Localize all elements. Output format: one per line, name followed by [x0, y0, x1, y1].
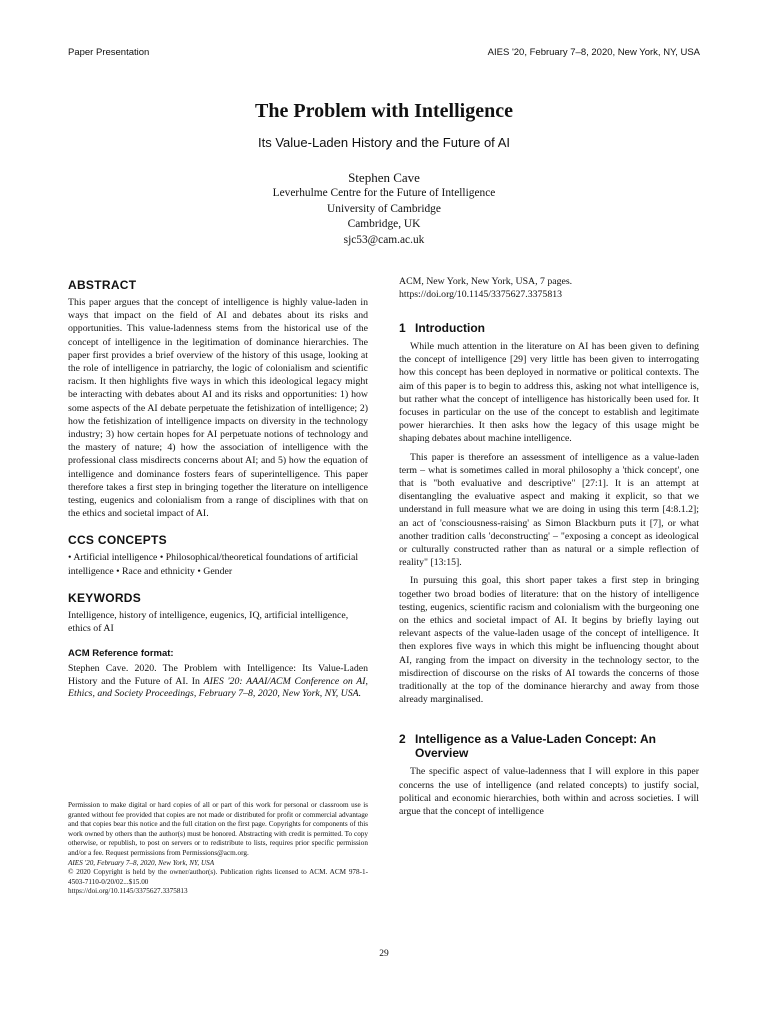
keywords-text: Intelligence, history of intelligence, eugenics, IQ, artificial intelligence, ethics of AI [68, 609, 349, 635]
running-header-left: Paper Presentation [68, 47, 150, 58]
section-1-paragraph-1: While much attention in the literature on AI has been given to defining the concept of intelligence [29] very little has been given to interrogating how this concept has been deployed in normative or political contexts. The aim of this paper is to begin to address this, asking not what intelligence is, but rather what the concept of intelligence has historically been used for. It focuses in particular on the use of the concept to establish and legitimate power hierarchies. It then asks how the legacy of this usage might be shaping debates about machine intelligence. [399, 341, 699, 445]
author-name: Stephen Cave [348, 170, 420, 185]
acm-reference-continued [399, 276, 699, 301]
permission-copyright: © 2020 Copyright is held by the owner/author(s). Publication rights licensed to ACM. ACM 978-1-4503-7110-0/20/02...$15.00 [68, 868, 368, 886]
keywords-heading: KEYWORDS [68, 590, 142, 605]
abstract-heading: ABSTRACT [68, 278, 137, 292]
section-1-title: Introduction [415, 321, 485, 335]
permission-conference: AIES '20, February 7–8, 2020, New York, NY, USA [68, 858, 215, 867]
section-1-paragraph-3: In pursuing this goal, this short paper takes a first step in bringing together two broad bodies of literature: that on the history of intelligence testing, eugenics, scientific racism and colonialism with the burgeoning one on the ethics and societal impact of AI. It begins by briefly laying out relevant aspects of the value-laden usage of the concept of intelligence. It then explores five ways in which this might be influencing thought about AI, ranging from the impact on diversity in the technology sector, to the misdirection of discourse on the risks of AI towards the concerns of those traditionally at the top of the dominance hierarchy and away from those already marginalised. [399, 575, 699, 706]
abstract-text: This paper argues that the concept of intelligence is highly value-laden in ways that impact on the field of AI and debates about its risks and opportunities. This value-ladenness stems from the historical use of the concept of intelligence in the legitimation of dominance hierarchies. The paper first provides a brief overview of the history of this usage, looking at the role of intelligence in patriarchy, the logic of colonialism and scientific racism. It then highlights five ways in which this ideological legacy might be interacting with debates about AI and its risks and opportunities: 1) how some aspects of the AI debate perpetuate the fetishization of intelligence; 2) how the fetishization of intelligence impacts on diversity in the technology industry; 3) how certain hopes for AI perpetuate notions of technology and the mastery of nature; 4) how the association of intelligence with the professional class misdirects concerns about AI; and 5) how the equation of intelligence and dominance fosters fears of superintelligence. This paper therefore takes a first step in bringing together the literature on intelligence testing, eugenics and colonialism from a range of disciplines with that on the ethics and societal impact of AI. [68, 297, 368, 520]
section-1-paragraph-2: This paper is therefore an assessment of intelligence as a value-laden term – what is sometimes called in moral philosophy a 'thick concept', one that is "both evaluative and descriptive" [27:1]. It is an attempt at disentangling the evaluative aspect and making it explicit, so that we understand in full measure what we are doing in using this term [4:8.1.2]; an act of 'consciousness-raising' as Simon Blackburn puts it [7], or what another tradition calls 'deconstructing' – "exposing a concept as ideological or culturally constructed rather than as natural or a simple reflection of reality" [13:15]. [399, 451, 699, 569]
ccs-concepts-text: • Artificial intelligence • Philosophical/theoretical foundations of artificial intelligence • Race and ethnicity • Gender [68, 552, 359, 577]
author-university: University of Cambridge [327, 202, 441, 215]
author-email[interactable]: sjc53@cam.ac.uk [343, 233, 425, 246]
author-affiliation: Leverhulme Centre for the Future of Intelligence [272, 187, 496, 199]
section-1-heading [399, 321, 699, 335]
author-affiliation-block [0, 186, 768, 248]
permission-block [68, 801, 368, 897]
acm-reference-after: ACM, New York, New York, USA, 7 pages. [399, 276, 573, 287]
section-2-title: Intelligence as a Value-Laden Concept: An Overview [415, 732, 656, 761]
left-column [68, 278, 368, 701]
paper-title: The Problem with Intelligence [255, 100, 513, 122]
acm-reference-heading: ACM Reference format: [68, 648, 174, 660]
section-1-number: 1 [399, 321, 406, 335]
paper-subtitle: Its Value-Laden History and the Future of AI [258, 135, 510, 150]
right-column [399, 276, 699, 818]
acm-reference-doi[interactable]: https://doi.org/10.1145/3375627.3375813 [399, 288, 563, 300]
ccs-concepts-heading: CCS CONCEPTS [68, 533, 167, 548]
acm-reference-plain: Stephen Cave. 2020. The Problem with Intelligence: Its Value-Laden History and the Future of AI. In [68, 663, 368, 687]
permission-doi[interactable]: https://doi.org/10.1145/3375627.3375813 [68, 887, 188, 896]
permission-text: Permission to make digital or hard copies of all or part of this work for personal or classroom use is granted without fee provided that copies are not made or distributed for profit or commercial advantage and that copies bear this notice and the full citation on the first page. Copyrights for components of this work owned by others than the author(s) must be honored. Abstracting with credit is permitted. To copy otherwise, or republish, to post on servers or to redistribute to lists, requires prior specific permission and/or a fee. Request permissions from Permissions@acm.org. [68, 801, 368, 857]
page-number: 29 [379, 949, 389, 959]
author-location: Cambridge, UK [347, 218, 421, 230]
section-2-paragraph-1: The specific aspect of value-ladenness that I will explore in this paper concerns the use of intelligence (and related concepts) to justify social, political and economic hierarchies, both within and across societies. I will argue that the concept of intelligence [399, 766, 699, 818]
acm-reference-text [68, 663, 368, 701]
running-header-right: AIES '20, February 7–8, 2020, New York, NY, USA [487, 47, 700, 58]
acm-reference-venue: AIES '20: AAAI/ACM Conference on AI, Ethics, and Society Proceedings, February 7–8, 2020, New York, NY, USA. [68, 675, 368, 700]
section-2-heading [399, 732, 699, 760]
section-2-number: 2 [399, 732, 406, 747]
